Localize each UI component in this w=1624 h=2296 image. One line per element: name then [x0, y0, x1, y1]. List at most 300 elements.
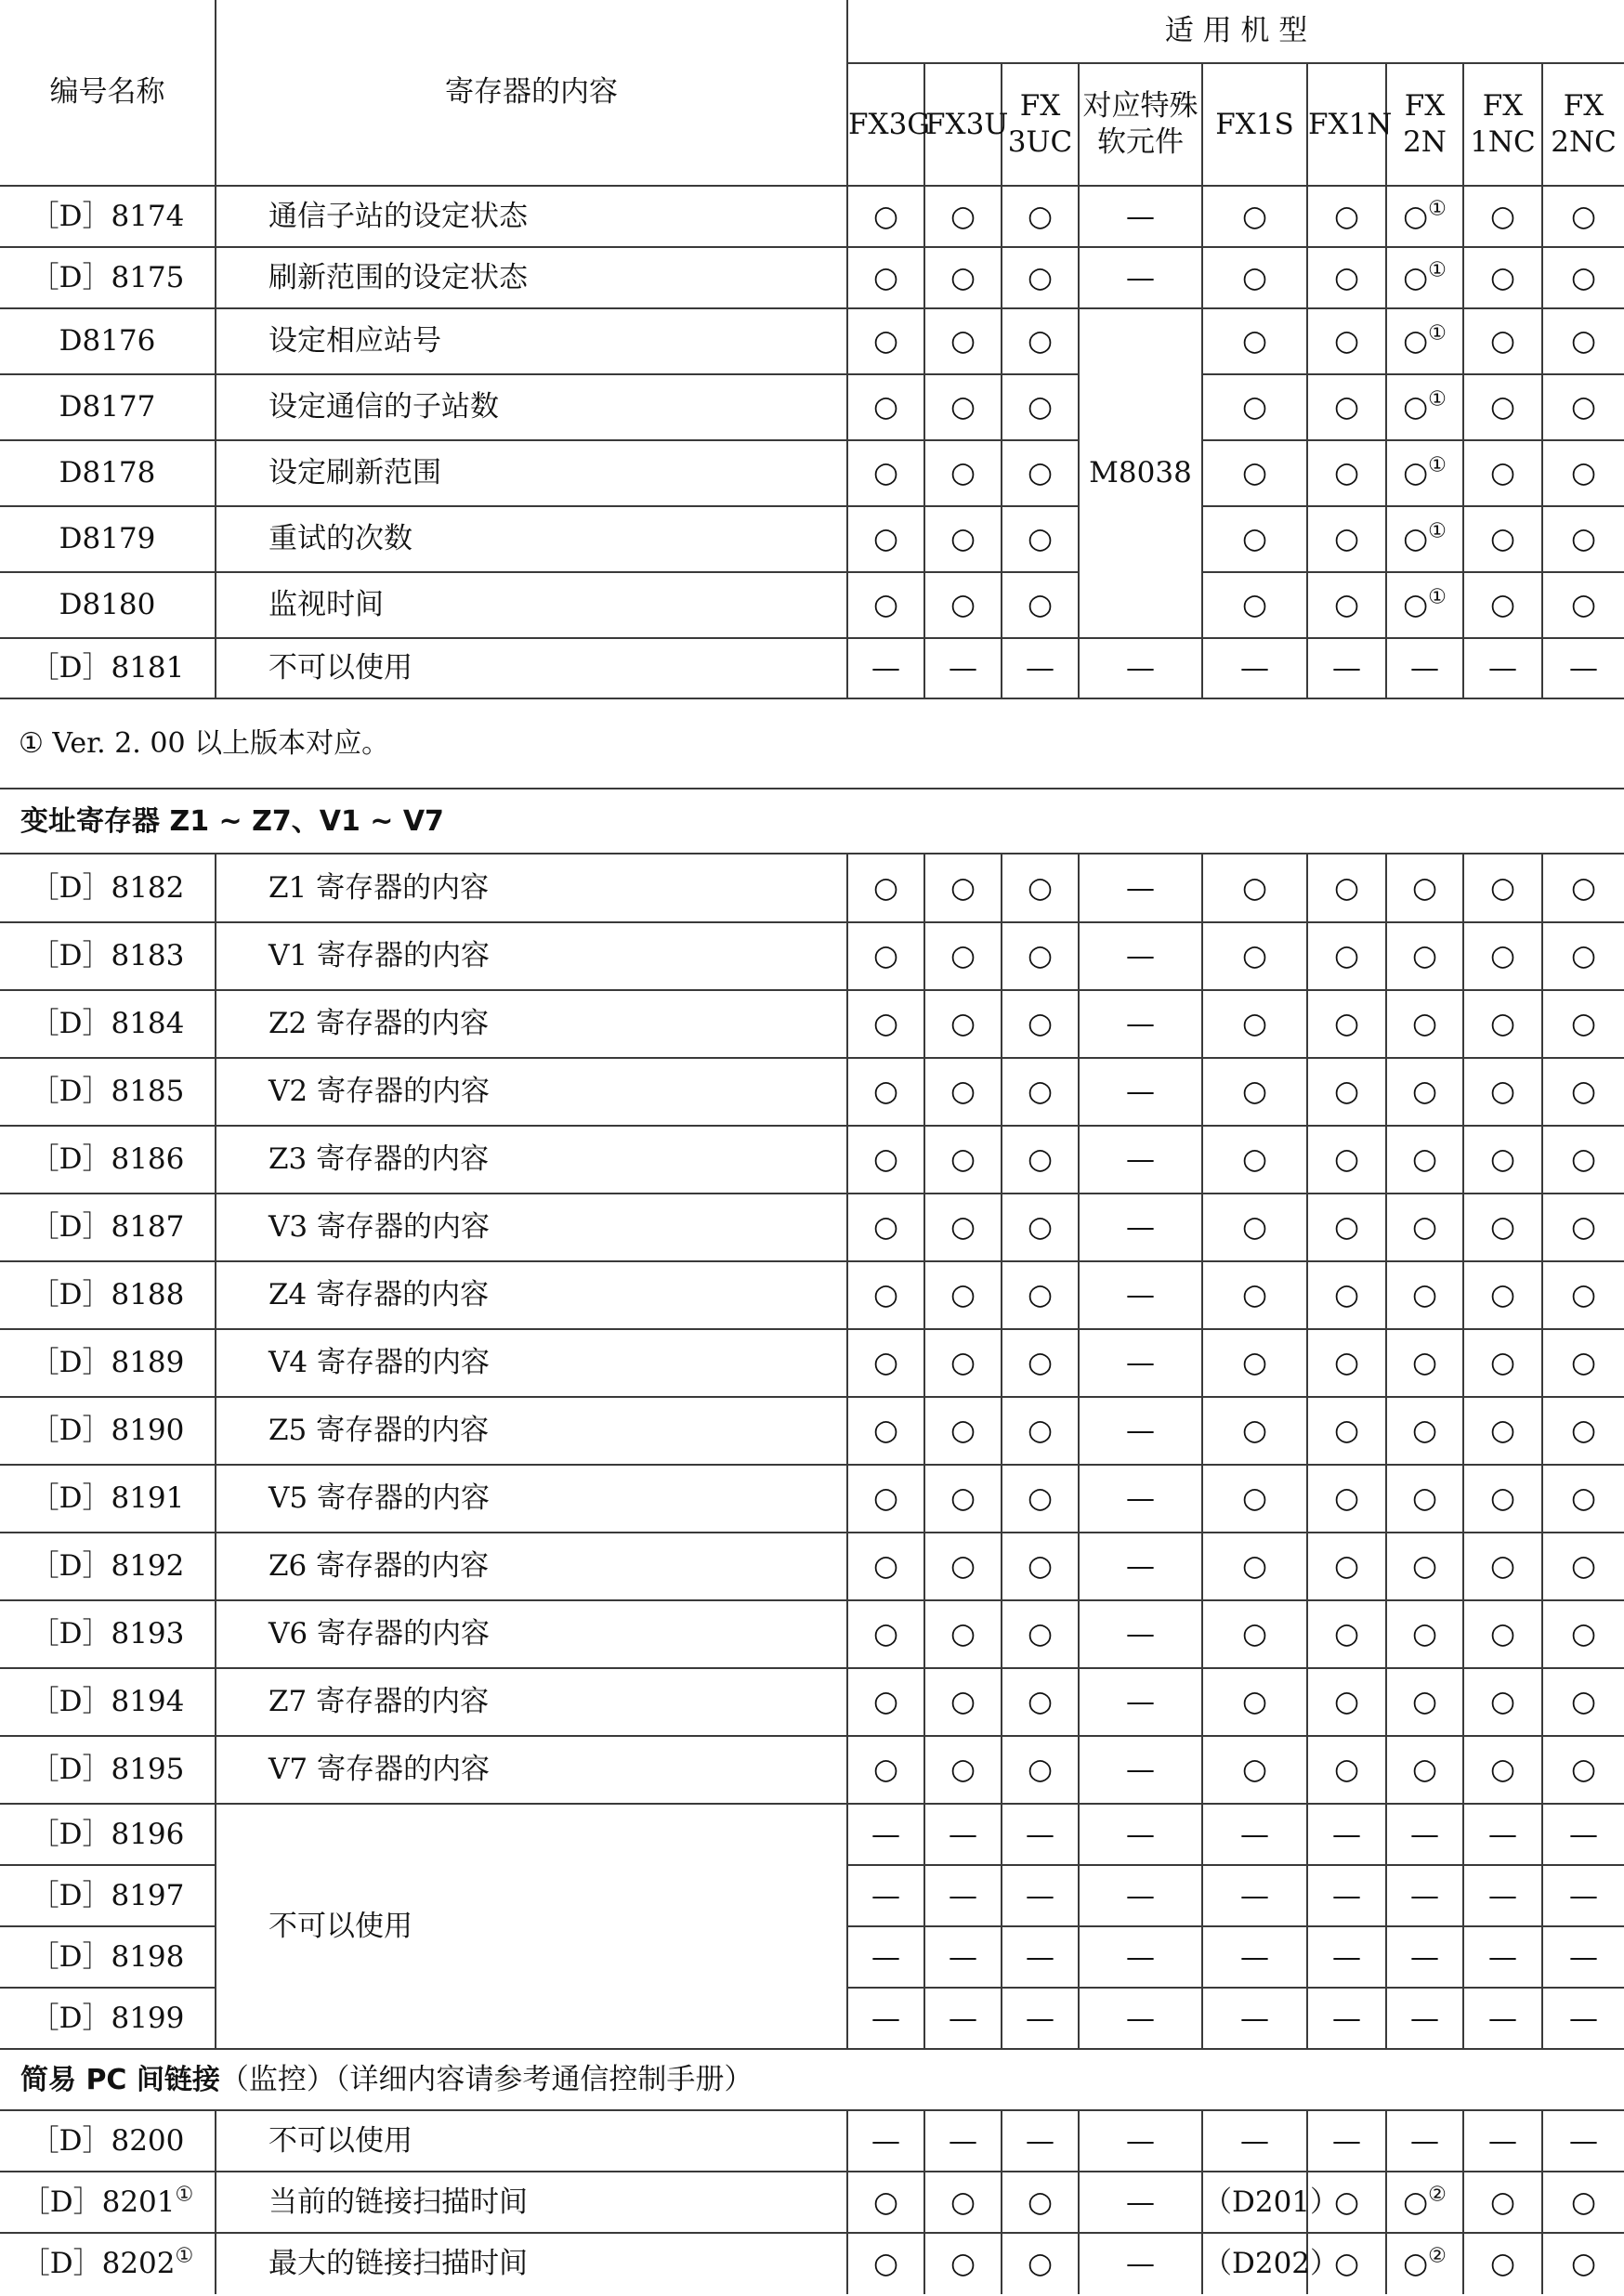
mark-fx2n: ○① [1386, 247, 1463, 308]
mark-fx3uc: ○ [1002, 308, 1079, 374]
table-row [0, 1126, 1624, 1194]
mark-fx3g: ○ [847, 374, 924, 440]
table-row [0, 186, 1624, 247]
mark-fx1nc: ○ [1463, 374, 1542, 440]
register-content: Z2 寄存器的内容 [216, 990, 847, 1058]
mark-fx3u: ○ [924, 247, 1002, 308]
special-device: — [1079, 1865, 1202, 1926]
mark-fx3uc: ○ [1002, 1058, 1079, 1126]
mark-fx2nc: ○ [1542, 1533, 1624, 1600]
mark-fx3uc: — [1002, 1865, 1079, 1926]
mark-fx3uc: ○ [1002, 1668, 1079, 1736]
footnote-ref: ① [1428, 197, 1447, 221]
mark-fx1nc: — [1463, 1988, 1542, 2049]
mark-fx1n: ○ [1307, 1058, 1386, 1126]
mark-fx1s: ○ [1202, 1261, 1307, 1329]
mark-fx1s: ○ [1202, 854, 1307, 922]
mark-fx3uc: ○ [1002, 990, 1079, 1058]
mark-fx1nc: — [1463, 2110, 1542, 2172]
mark-fx1nc: ○ [1463, 308, 1542, 374]
mark-fx3u: ○ [924, 854, 1002, 922]
special-device: — [1079, 1926, 1202, 1988]
mark-fx2nc: ○ [1542, 2233, 1624, 2294]
mark-fx3uc: ○ [1002, 1329, 1079, 1397]
register-content: 通信子站的设定状态 [216, 186, 847, 247]
mark-fx3uc: ○ [1002, 1600, 1079, 1668]
mark-fx2n: — [1386, 1988, 1463, 2049]
mark-fx1n: ○ [1307, 440, 1386, 506]
mark-fx3g: ○ [847, 506, 924, 572]
mark-fx3u: — [924, 1926, 1002, 1988]
register-name: ［D］8197 [0, 1865, 216, 1926]
mark-fx1s: （D202） [1202, 2233, 1307, 2294]
mark-fx1nc: ○ [1463, 1329, 1542, 1397]
mark-fx1n: ○ [1307, 1668, 1386, 1736]
register-content: 设定相应站号 [216, 308, 847, 374]
mark-fx2n: — [1386, 1865, 1463, 1926]
model-fx1nc: FX 1NC [1463, 63, 1542, 186]
mark-fx2nc: ○ [1542, 374, 1624, 440]
special-device-m8038: M8038 [1079, 308, 1202, 638]
mark-fx1n: ○ [1307, 922, 1386, 990]
register-content: Z5 寄存器的内容 [216, 1397, 847, 1465]
register-name: ［D］8198 [0, 1926, 216, 1988]
mark-fx3g: ○ [847, 2172, 924, 2233]
mark-fx3u: ○ [924, 1465, 1002, 1533]
table-row [0, 638, 1624, 698]
mark-fx1n: ○ [1307, 506, 1386, 572]
register-content: V1 寄存器的内容 [216, 922, 847, 990]
mark-fx3g: ○ [847, 1600, 924, 1668]
table-row [0, 2110, 1624, 2172]
mark-fx2nc: ○ [1542, 308, 1624, 374]
mark-fx3u: — [924, 638, 1002, 698]
register-name: D8178 [0, 440, 216, 506]
register-name: D8179 [0, 506, 216, 572]
footnote-ref: ① [175, 2183, 194, 2207]
mark-fx1s: ○ [1202, 374, 1307, 440]
mark-fx3g: — [847, 2110, 924, 2172]
special-device: — [1079, 247, 1202, 308]
special-device: — [1079, 1465, 1202, 1533]
mark-fx1n: — [1307, 1988, 1386, 2049]
mark-fx1n: ○ [1307, 186, 1386, 247]
section-title-index-registers: 变址寄存器 Z1 ~ Z7、V1 ~ V7 [0, 789, 1624, 854]
footnote-ref: ① [175, 2244, 194, 2268]
register-name: ［D］8190 [0, 1397, 216, 1465]
mark-fx1s: ○ [1202, 1533, 1307, 1600]
mark-fx2nc: ○ [1542, 1600, 1624, 1668]
special-device: — [1079, 922, 1202, 990]
mark-fx3g: ○ [847, 854, 924, 922]
mark-fx1n: ○ [1307, 1600, 1386, 1668]
model-fx3uc: FX 3UC [1002, 63, 1079, 186]
mark-fx2n: ○① [1386, 506, 1463, 572]
mark-fx3uc: — [1002, 1988, 1079, 2049]
register-name: ［D］8202① [0, 2233, 216, 2294]
mark-fx1s: ○ [1202, 506, 1307, 572]
mark-fx3u: ○ [924, 308, 1002, 374]
mark-fx3uc: ○ [1002, 1533, 1079, 1600]
mark-fx1s: （D201） [1202, 2172, 1307, 2233]
mark-fx1nc: ○ [1463, 1194, 1542, 1261]
mark-fx1s: ○ [1202, 1600, 1307, 1668]
mark-fx1n: — [1307, 1926, 1386, 1988]
register-name: ［D］8199 [0, 1988, 216, 2049]
table-row [0, 990, 1624, 1058]
mark-fx2n: ○ [1386, 922, 1463, 990]
mark-fx3uc: ○ [1002, 1261, 1079, 1329]
table-row [0, 1329, 1624, 1397]
mark-fx3u: ○ [924, 990, 1002, 1058]
mark-fx2n: ○① [1386, 308, 1463, 374]
register-name: ［D］8187 [0, 1194, 216, 1261]
mark-fx1s: ○ [1202, 1465, 1307, 1533]
mark-fx1nc: ○ [1463, 506, 1542, 572]
register-content: 当前的链接扫描时间 [216, 2172, 847, 2233]
mark-fx1n: ○ [1307, 1329, 1386, 1397]
register-name: D8177 [0, 374, 216, 440]
register-content: 设定刷新范围 [216, 440, 847, 506]
mark-fx1s: ○ [1202, 308, 1307, 374]
mark-fx1n: — [1307, 2110, 1386, 2172]
mark-fx1s: ○ [1202, 1194, 1307, 1261]
mark-fx1s: ○ [1202, 1397, 1307, 1465]
mark-fx3u: — [924, 1865, 1002, 1926]
table-row [0, 572, 1624, 638]
mark-fx1n: ○ [1307, 1397, 1386, 1465]
register-content: 监视时间 [216, 572, 847, 638]
mark-fx3uc: — [1002, 638, 1079, 698]
register-content: V4 寄存器的内容 [216, 1329, 847, 1397]
register-content: 刷新范围的设定状态 [216, 247, 847, 308]
mark-fx3g: ○ [847, 1736, 924, 1804]
mark-fx3g: ○ [847, 1058, 924, 1126]
mark-fx3uc: ○ [1002, 1397, 1079, 1465]
mark-fx3g: ○ [847, 572, 924, 638]
register-name: ［D］8196 [0, 1804, 216, 1865]
table-row [0, 1533, 1624, 1600]
mark-fx2n: ○ [1386, 1329, 1463, 1397]
mark-fx1nc: ○ [1463, 1058, 1542, 1126]
table-row [0, 247, 1624, 308]
mark-fx3g: — [847, 1926, 924, 1988]
special-device: — [1079, 1261, 1202, 1329]
mark-fx1n: ○ [1307, 308, 1386, 374]
mark-fx1nc: ○ [1463, 186, 1542, 247]
register-name: ［D］8182 [0, 854, 216, 922]
mark-fx3uc: — [1002, 1926, 1079, 1988]
mark-fx1nc: ○ [1463, 2233, 1542, 2294]
mark-fx3g: — [847, 638, 924, 698]
mark-fx3g: ○ [847, 1126, 924, 1194]
register-content: Z3 寄存器的内容 [216, 1126, 847, 1194]
special-device: — [1079, 1600, 1202, 1668]
mark-fx3g: ○ [847, 2233, 924, 2294]
table-row [0, 308, 1624, 374]
register-name: ［D］8175 [0, 247, 216, 308]
mark-fx2nc: ○ [1542, 572, 1624, 638]
mark-fx3g: ○ [847, 1465, 924, 1533]
mark-fx2nc: — [1542, 638, 1624, 698]
mark-fx3g: ○ [847, 990, 924, 1058]
mark-fx3u: ○ [924, 440, 1002, 506]
footnote-ref: ① [1428, 387, 1447, 411]
register-content: V6 寄存器的内容 [216, 1600, 847, 1668]
mark-fx3uc: ○ [1002, 1736, 1079, 1804]
special-device: — [1079, 1736, 1202, 1804]
mark-fx1s: ○ [1202, 922, 1307, 990]
mark-fx2n: ○ [1386, 1736, 1463, 1804]
footnote-ref: ① [1428, 519, 1447, 543]
mark-fx2nc: ○ [1542, 990, 1624, 1058]
mark-fx1n: — [1307, 1804, 1386, 1865]
register-content: 最大的链接扫描时间 [216, 2233, 847, 2294]
register-name: ［D］8181 [0, 638, 216, 698]
table-row [0, 1736, 1624, 1804]
special-device: — [1079, 2172, 1202, 2233]
table-row [0, 1058, 1624, 1126]
special-device: — [1079, 638, 1202, 698]
mark-fx3g: ○ [847, 1194, 924, 1261]
mark-fx3uc: ○ [1002, 1194, 1079, 1261]
mark-fx1s: — [1202, 2110, 1307, 2172]
mark-fx3uc: ○ [1002, 1465, 1079, 1533]
mark-fx1nc: — [1463, 638, 1542, 698]
table-row [0, 1804, 1624, 1865]
mark-fx2n: ○ [1386, 1668, 1463, 1736]
mark-fx2n: — [1386, 1804, 1463, 1865]
model-fx2n: FX 2N [1386, 63, 1463, 186]
register-name: D8180 [0, 572, 216, 638]
special-device: — [1079, 1058, 1202, 1126]
register-content-unused: 不可以使用 [216, 1804, 847, 2049]
register-content: Z1 寄存器的内容 [216, 854, 847, 922]
mark-fx1s: ○ [1202, 1736, 1307, 1804]
mark-fx2n: ○ [1386, 1261, 1463, 1329]
table-row [0, 440, 1624, 506]
register-name: ［D］8189 [0, 1329, 216, 1397]
mark-fx2n: ○ [1386, 1126, 1463, 1194]
special-device: — [1079, 2233, 1202, 2294]
register-name: ［D］8195 [0, 1736, 216, 1804]
table-row [0, 1194, 1624, 1261]
mark-fx3u: ○ [924, 1194, 1002, 1261]
mark-fx3u: ○ [924, 1397, 1002, 1465]
mark-fx1s: ○ [1202, 990, 1307, 1058]
mark-fx3g: ○ [847, 1397, 924, 1465]
table-row [0, 1261, 1624, 1329]
special-device: — [1079, 1329, 1202, 1397]
special-device: — [1079, 854, 1202, 922]
mark-fx3u: ○ [924, 1600, 1002, 1668]
mark-fx2n: ○① [1386, 186, 1463, 247]
mark-fx2n: ○ [1386, 854, 1463, 922]
mark-fx3g: ○ [847, 1533, 924, 1600]
footnote-ref: ① [1428, 585, 1447, 609]
register-name: ［D］8191 [0, 1465, 216, 1533]
mark-fx2nc: ○ [1542, 1126, 1624, 1194]
mark-fx2n: ○ [1386, 1465, 1463, 1533]
footnote-ref: ① [1428, 258, 1447, 282]
mark-fx1n: — [1307, 638, 1386, 698]
mark-fx3u: — [924, 1804, 1002, 1865]
mark-fx3uc: ○ [1002, 854, 1079, 922]
mark-fx2n: ○ [1386, 1397, 1463, 1465]
footnote-ref: ② [1428, 2244, 1447, 2268]
mark-fx3uc: ○ [1002, 922, 1079, 990]
table-row [0, 506, 1624, 572]
special-device: — [1079, 1804, 1202, 1865]
mark-fx2nc: ○ [1542, 854, 1624, 922]
mark-fx2nc: ○ [1542, 440, 1624, 506]
register-name: ［D］8201① [0, 2172, 216, 2233]
register-name: ［D］8193 [0, 1600, 216, 1668]
register-content: V7 寄存器的内容 [216, 1736, 847, 1804]
mark-fx1n: — [1307, 1865, 1386, 1926]
mark-fx3g: ○ [847, 1329, 924, 1397]
mark-fx3g: ○ [847, 247, 924, 308]
mark-fx3uc: ○ [1002, 440, 1079, 506]
mark-fx2nc: ○ [1542, 186, 1624, 247]
mark-fx1nc: ○ [1463, 1600, 1542, 1668]
mark-fx2n: ○① [1386, 440, 1463, 506]
mark-fx3g: — [847, 1804, 924, 1865]
footnote-ref: ① [1428, 453, 1447, 477]
mark-fx2nc: — [1542, 1926, 1624, 1988]
mark-fx2n: ○ [1386, 1533, 1463, 1600]
mark-fx1nc: ○ [1463, 1126, 1542, 1194]
mark-fx3u: ○ [924, 922, 1002, 990]
mark-fx2nc: ○ [1542, 1465, 1624, 1533]
model-fx1n: FX1N [1307, 63, 1386, 186]
special-device: — [1079, 1668, 1202, 1736]
mark-fx1n: ○ [1307, 1736, 1386, 1804]
mark-fx1n: ○ [1307, 1533, 1386, 1600]
mark-fx1nc: ○ [1463, 990, 1542, 1058]
mark-fx2nc: — [1542, 1988, 1624, 2049]
mark-fx1nc: ○ [1463, 1397, 1542, 1465]
register-content: Z7 寄存器的内容 [216, 1668, 847, 1736]
section-title-pc-link: 简易 PC 间链接（监控）（详细内容请参考通信控制手册） [0, 2049, 1624, 2110]
mark-fx1s: ○ [1202, 1058, 1307, 1126]
register-content: Z6 寄存器的内容 [216, 1533, 847, 1600]
register-content: V3 寄存器的内容 [216, 1194, 847, 1261]
special-device: — [1079, 1194, 1202, 1261]
register-name: ［D］8188 [0, 1261, 216, 1329]
mark-fx1n: ○ [1307, 990, 1386, 1058]
mark-fx1nc: ○ [1463, 922, 1542, 990]
footnote: ① Ver. 2. 00 以上版本对应。 [0, 698, 1624, 789]
special-device: — [1079, 1397, 1202, 1465]
mark-fx2n: — [1386, 1926, 1463, 1988]
mark-fx3u: ○ [924, 186, 1002, 247]
mark-fx3uc: ○ [1002, 186, 1079, 247]
model-fx3g: FX3G [847, 63, 924, 186]
mark-fx1s: ○ [1202, 440, 1307, 506]
mark-fx2n: ○ [1386, 1058, 1463, 1126]
mark-fx2n: ○② [1386, 2233, 1463, 2294]
mark-fx2n: ○① [1386, 374, 1463, 440]
mark-fx2nc: ○ [1542, 1329, 1624, 1397]
mark-fx3g: ○ [847, 308, 924, 374]
register-name: ［D］8200 [0, 2110, 216, 2172]
mark-fx1s: — [1202, 638, 1307, 698]
table-row [0, 2233, 1624, 2294]
mark-fx1s: — [1202, 1804, 1307, 1865]
mark-fx3u: ○ [924, 506, 1002, 572]
register-name: ［D］8186 [0, 1126, 216, 1194]
mark-fx1s: ○ [1202, 186, 1307, 247]
mark-fx1nc: ○ [1463, 440, 1542, 506]
mark-fx3uc: ○ [1002, 572, 1079, 638]
register-name: ［D］8174 [0, 186, 216, 247]
table-row [0, 1600, 1624, 1668]
mark-fx3uc: — [1002, 2110, 1079, 2172]
register-name: ［D］8192 [0, 1533, 216, 1600]
table-row [0, 2172, 1624, 2233]
mark-fx1nc: — [1463, 1865, 1542, 1926]
register-content: 不可以使用 [216, 2110, 847, 2172]
register-content: 不可以使用 [216, 638, 847, 698]
mark-fx3g: — [847, 1988, 924, 2049]
table-row [0, 1668, 1624, 1736]
mark-fx1nc: ○ [1463, 1261, 1542, 1329]
mark-fx2nc: ○ [1542, 1194, 1624, 1261]
mark-fx2nc: ○ [1542, 1058, 1624, 1126]
mark-fx3g: — [847, 1865, 924, 1926]
register-name: ［D］8185 [0, 1058, 216, 1126]
mark-fx1nc: ○ [1463, 1533, 1542, 1600]
mark-fx1nc: ○ [1463, 1736, 1542, 1804]
mark-fx1n: ○ [1307, 1465, 1386, 1533]
mark-fx3u: ○ [924, 1668, 1002, 1736]
mark-fx2nc: — [1542, 2110, 1624, 2172]
mark-fx3uc: ○ [1002, 247, 1079, 308]
mark-fx3g: ○ [847, 1668, 924, 1736]
mark-fx2nc: ○ [1542, 1668, 1624, 1736]
register-content: V2 寄存器的内容 [216, 1058, 847, 1126]
mark-fx3g: ○ [847, 440, 924, 506]
header-applicable-models: 适 用 机 型 [847, 0, 1624, 63]
table-row [0, 1465, 1624, 1533]
register-content: V5 寄存器的内容 [216, 1465, 847, 1533]
table-row [0, 922, 1624, 990]
mark-fx3uc: ○ [1002, 1126, 1079, 1194]
mark-fx2n: ○ [1386, 990, 1463, 1058]
special-device: — [1079, 1988, 1202, 2049]
mark-fx2n: ○ [1386, 1194, 1463, 1261]
register-name: ［D］8194 [0, 1668, 216, 1736]
mark-fx2n: ○① [1386, 572, 1463, 638]
mark-fx2nc: ○ [1542, 1261, 1624, 1329]
special-device: — [1079, 990, 1202, 1058]
mark-fx3uc: ○ [1002, 506, 1079, 572]
mark-fx2nc: ○ [1542, 2172, 1624, 2233]
mark-fx3u: ○ [924, 1261, 1002, 1329]
mark-fx3u: ○ [924, 1736, 1002, 1804]
mark-fx3uc: ○ [1002, 2233, 1079, 2294]
mark-fx2nc: — [1542, 1865, 1624, 1926]
mark-fx2nc: ○ [1542, 506, 1624, 572]
table-row [0, 854, 1624, 922]
mark-fx1n: ○ [1307, 854, 1386, 922]
mark-fx1nc: ○ [1463, 1465, 1542, 1533]
mark-fx3g: ○ [847, 922, 924, 990]
footnote-ref: ① [1428, 321, 1447, 346]
mark-fx3u: ○ [924, 1533, 1002, 1600]
mark-fx1s: ○ [1202, 1329, 1307, 1397]
